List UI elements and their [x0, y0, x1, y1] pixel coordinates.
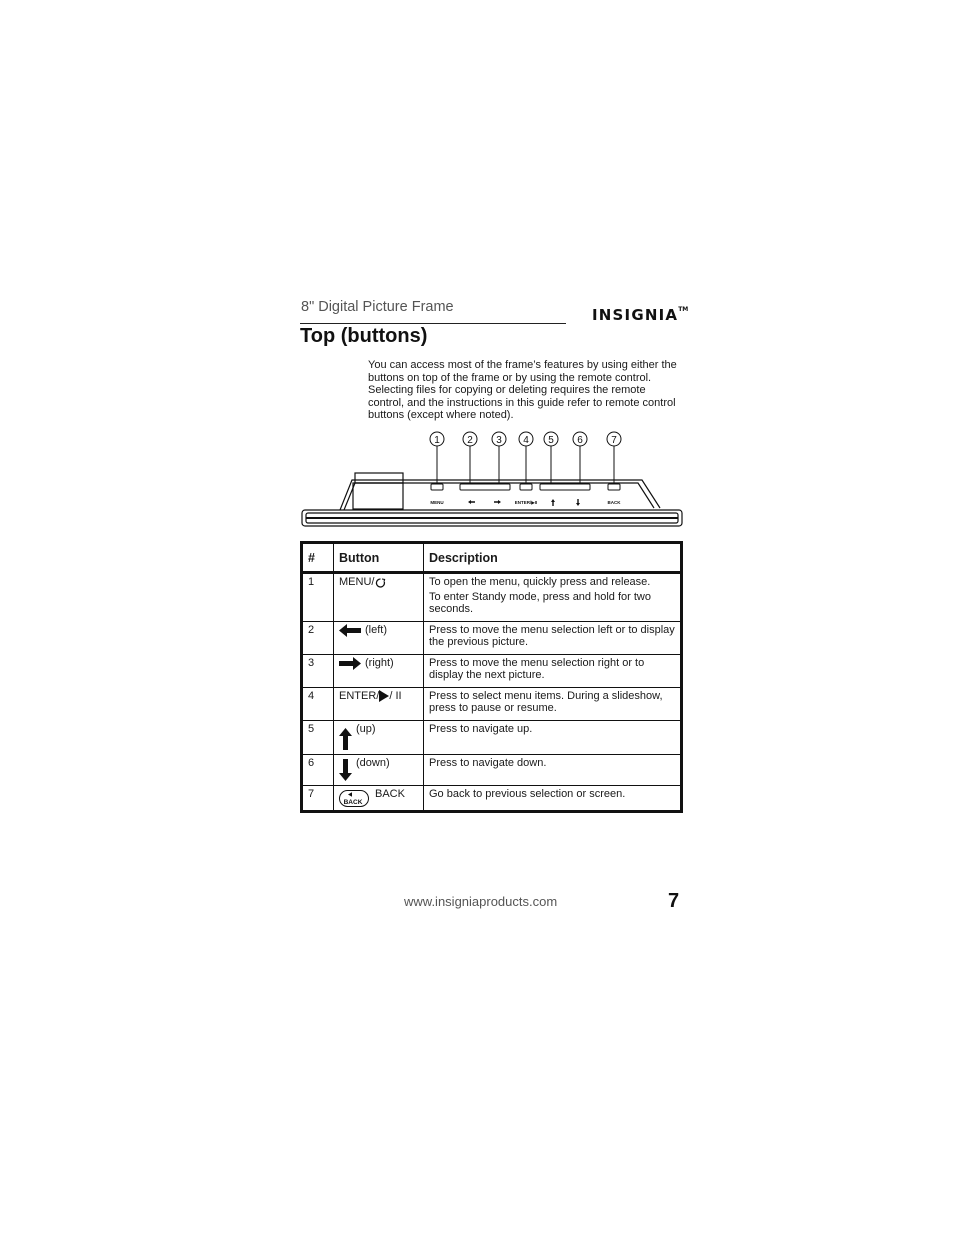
description-line: Press to navigate up.: [429, 722, 533, 735]
row-number: 6: [302, 754, 334, 785]
description-line: Press to move the menu selection right or to display the next picture.: [429, 656, 645, 681]
back-button-icon: [339, 790, 369, 807]
description-line: To open the menu, quickly press and release.: [429, 576, 651, 588]
play-icon: [379, 690, 389, 702]
description-line: To enter Standy mode, press and hold for two seconds.: [429, 590, 651, 615]
callout-label: 3: [496, 435, 502, 446]
frame-top-diagram: [300, 428, 684, 530]
frame-up-arrow-icon: [551, 499, 555, 506]
frame-up-down-button: [540, 484, 590, 490]
description-line: Press to select menu items. During a slideshow, press to pause or resume.: [429, 689, 663, 714]
table-row: [302, 754, 682, 785]
row-description: [424, 785, 682, 811]
frame-menu-label: MENU: [430, 500, 444, 505]
button-label: (right): [365, 656, 394, 669]
page-title: Top (buttons): [300, 325, 428, 347]
frame-left-right-button: [460, 484, 510, 490]
row-description: [424, 687, 682, 720]
row-number: 3: [302, 654, 334, 687]
down-arrow-icon: [339, 759, 352, 781]
callout-label: 6: [577, 435, 583, 446]
frame-enter-button: [520, 484, 532, 490]
header-rule: [300, 323, 566, 324]
back-icon-text: BACK: [343, 798, 363, 806]
row-number: 4: [302, 687, 334, 720]
callout-label: 1: [434, 435, 440, 446]
logo-text: INSIGNIA: [592, 306, 679, 324]
table-row: [302, 720, 682, 754]
frame-enter-label: ENTER/▶II: [514, 500, 538, 505]
callout-label: 5: [548, 435, 554, 446]
callout-label: 7: [611, 435, 617, 446]
frame-back-label: BACK: [607, 500, 621, 505]
row-description: [424, 754, 682, 785]
up-arrow-icon: [339, 728, 352, 750]
table-row: [302, 573, 682, 622]
table-row: [302, 687, 682, 720]
frame-menu-button: [431, 484, 443, 490]
frame-left-arrow-icon: [468, 500, 475, 504]
footer-url: www.insigniaproducts.com: [404, 894, 558, 909]
row-description: [424, 720, 682, 754]
row-description: [424, 573, 682, 622]
table-row: [302, 621, 682, 654]
row-description: [424, 654, 682, 687]
running-header: 8" Digital Picture Frame: [301, 299, 454, 315]
page-number: 7: [668, 890, 680, 912]
pause-label: / II: [389, 689, 402, 702]
logo-trademark: TM: [678, 306, 689, 313]
frame-back-button: [608, 484, 620, 490]
row-number: 2: [302, 621, 334, 654]
insignia-logo: [592, 306, 688, 324]
button-label: MENU/: [339, 576, 375, 588]
power-icon: [375, 578, 386, 589]
left-arrow-icon: [339, 624, 361, 637]
callout-label: 2: [467, 435, 473, 446]
table-header-row: [302, 543, 682, 573]
row-number: 7: [302, 785, 334, 811]
buttons-table: [300, 541, 683, 813]
column-header-button: Button: [334, 543, 424, 573]
table-row: [302, 654, 682, 687]
row-number: 5: [302, 720, 334, 754]
row-description: [424, 621, 682, 654]
button-label: (left): [365, 623, 387, 636]
button-label: ENTER/: [339, 689, 380, 702]
column-header-description: Description: [424, 543, 682, 573]
frame-down-arrow-icon: [576, 499, 580, 506]
button-label: (up): [356, 722, 376, 735]
intro-paragraph: You can access most of the frame’s features by using either the buttons on top of the frame or by using the remote control. Selecting files for copying or deleting requires the remote control, and the instructions in this guide refer to remote control buttons (except where noted).: [368, 359, 677, 422]
description-line: Go back to previous selection or screen.: [429, 787, 626, 800]
button-label: BACK: [375, 787, 405, 800]
callout-label: 4: [523, 435, 529, 446]
column-header-number: #: [302, 543, 334, 573]
description-line: Press to navigate down.: [429, 756, 547, 769]
right-arrow-icon: [339, 657, 361, 670]
frame-right-arrow-icon: [494, 500, 501, 504]
button-label: (down): [356, 756, 390, 769]
row-number: 1: [302, 573, 334, 622]
table-row: [302, 785, 682, 811]
description-line: Press to move the menu selection left or to display the previous picture.: [429, 623, 675, 648]
